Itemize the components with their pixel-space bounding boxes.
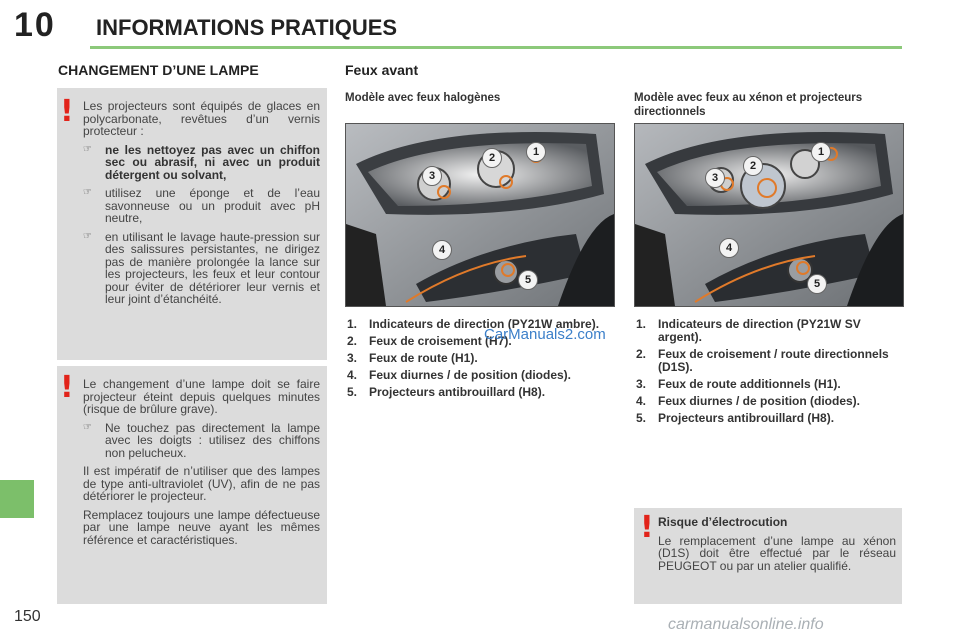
pointing-hand-icon: ☞	[83, 230, 92, 242]
headlamp-illustration	[635, 124, 903, 306]
callout-marker: 5	[518, 270, 538, 290]
warning-text	[83, 100, 320, 312]
list-item: 4. Feux diurnes / de position (diodes).	[636, 394, 861, 408]
header-rule	[90, 46, 902, 49]
callout-marker: 5	[807, 274, 827, 294]
warning-text	[658, 516, 896, 578]
list-item: 2. Feux de croisement / route directionnels (D1S).	[636, 347, 889, 374]
watermark-overlay: CarManuals2.com	[484, 326, 606, 343]
warning-box-lens-care	[57, 88, 327, 360]
pointing-hand-icon: ☞	[83, 421, 92, 433]
callout-marker: 2	[482, 148, 502, 168]
list-item: 3. Feux de route additionnels (H1).	[636, 377, 841, 391]
list-item: 1. Indicateurs de direction (PY21W ambre).	[347, 317, 600, 331]
warning-title: Risque d’électrocution	[658, 515, 788, 529]
warning-paragraph: Le changement d’une lampe doit se faire projecteur éteint depuis quelques minutes (risque de brûlure grave).	[83, 377, 320, 416]
list-item: 3. Feux de route (H1).	[347, 351, 478, 365]
callout-marker: 3	[422, 166, 442, 186]
callout-marker: 2	[743, 156, 763, 176]
warning-intro: Les projecteurs sont équipés de glaces en polycarbonate, revêtues d’un vernis protecteur :	[83, 99, 320, 138]
list-item: 5. Projecteurs antibrouillard (H8).	[347, 385, 546, 399]
pointing-hand-icon: ☞	[83, 187, 92, 198]
list-item: ☞ utilisez une éponge et de l’eau savonneuse ou un produit avec pH neutre,	[83, 186, 320, 225]
warning-icon: !	[640, 510, 654, 545]
warning-paragraph: Il est impératif de n’utiliser que des lampes de type anti-ultraviolet (UV), afin de ne pas détériorer le projecteur.	[83, 464, 320, 503]
page-number: 150	[14, 608, 41, 625]
callout-marker: 4	[432, 240, 452, 260]
list-item: ☞ Ne touchez pas directement la lampe avec les doigts : utilisez des chiffons non pelucheux.	[83, 420, 320, 460]
feux-title: Feux avant	[345, 62, 419, 78]
xenon-title: Modèle avec feux au xénon et projecteurs directionnels	[634, 92, 863, 118]
warning-text	[83, 378, 320, 552]
chapter-title: INFORMATIONS PRATIQUES	[96, 15, 398, 40]
list-item: ☞ ne les nettoyez pas avec un chiffon sec ou abrasif, ni avec un produit détergent ou solvant,	[83, 142, 320, 182]
warning-icon: !	[60, 94, 74, 129]
pointing-hand-icon: ☞	[83, 143, 92, 155]
list-item: 4. Feux diurnes / de position (diodes).	[347, 368, 572, 382]
headlamp-illustration	[346, 124, 614, 306]
list-item: 5. Projecteurs antibrouillard (H8).	[636, 411, 835, 425]
xenon-lamp-list	[636, 318, 898, 429]
warning-paragraph: Le remplacement d’une lampe au xénon (D1S) doit être effectué par le réseau PEUGEOT ou par un atelier qualifié.	[658, 533, 896, 573]
list-item: 2. Feux de croisement (H7).	[347, 334, 512, 348]
halogen-title: Modèle avec feux halogènes	[345, 92, 501, 104]
callout-marker: 1	[811, 142, 831, 162]
warning-box-electrocution	[634, 508, 902, 604]
warning-paragraph: Remplacez toujours une lampe défectueuse par une lampe neuve ayant les mêmes référence et caractéristiques.	[83, 507, 320, 547]
warning-box-lamp-change	[57, 366, 327, 604]
list-item: 1. Indicateurs de direction (PY21W SV argent).	[636, 317, 861, 344]
halogen-headlamp-image	[345, 123, 615, 307]
watermark-footer: carmanualsonline.info	[668, 616, 824, 633]
list-item: ☞ en utilisant le lavage haute-pression sur des salissures persistantes, ne dirigez pas de manière prolongée la lance sur les projecteurs, les feux et leur contour pour éviter de détériorer leur vernis et leur joint d’étanchéité.	[83, 229, 320, 306]
section-title: CHANGEMENT D’UNE LAMPE	[58, 62, 259, 78]
callout-marker: 4	[719, 238, 739, 258]
xenon-headlamp-image	[634, 123, 904, 307]
callout-marker: 1	[526, 142, 546, 162]
warning-icon: !	[60, 370, 74, 405]
chapter-tab	[0, 480, 34, 518]
warning-bullets	[83, 144, 320, 306]
callout-marker: 3	[705, 168, 725, 188]
chapter-number: 10	[14, 6, 56, 44]
warning-bullets	[83, 422, 320, 460]
